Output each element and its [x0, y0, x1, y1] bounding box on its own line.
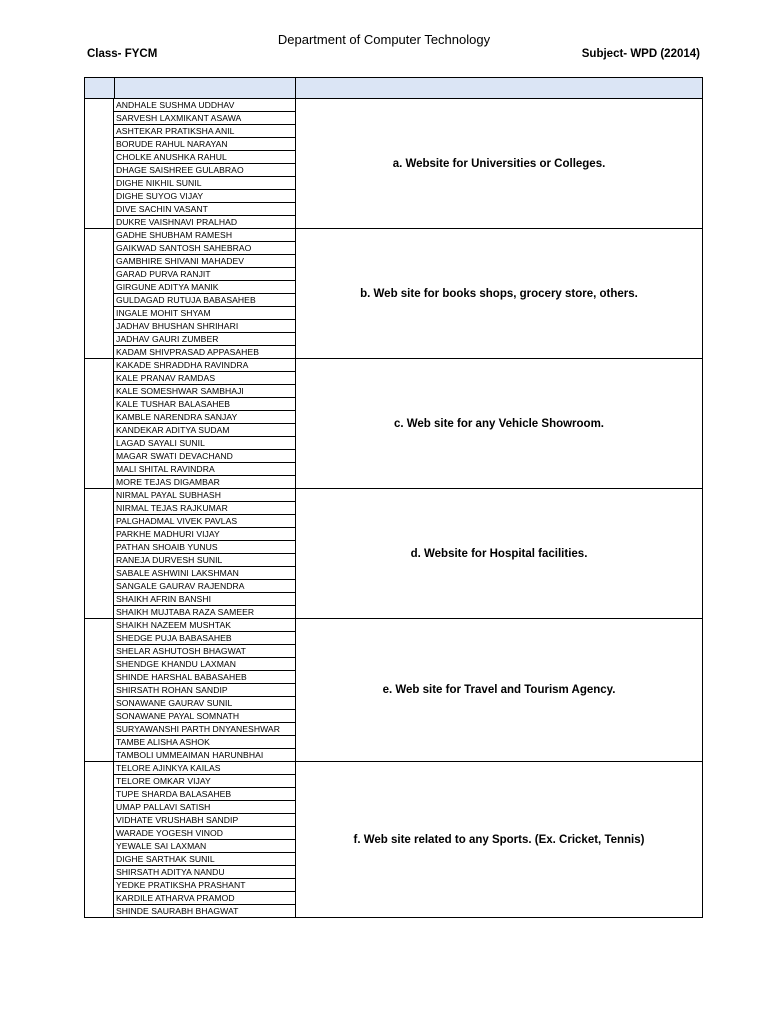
student-name: TELORE AJINKYA KAILAS — [114, 762, 296, 775]
student-name: JADHAV GAURI ZUMBER — [114, 333, 296, 346]
project-topic: b. Web site for books shops, grocery store, others. — [296, 229, 703, 359]
student-name: KALE SOMESHWAR SAMBHAJI — [114, 385, 296, 398]
student-name: NIRMAL TEJAS RAJKUMAR — [114, 502, 296, 515]
serial-cell — [84, 99, 114, 229]
student-name: JADHAV BHUSHAN SHRIHARI — [114, 320, 296, 333]
student-name: NIRMAL PAYAL SUBHASH — [114, 489, 296, 502]
project-topic: f. Web site related to any Sports. (Ex. Cricket, Tennis) — [296, 762, 703, 918]
student-name: MORE TEJAS DIGAMBAR — [114, 476, 296, 489]
student-name: KADAM SHIVPRASAD APPASAHEB — [114, 346, 296, 359]
student-name: DIGHE NIKHIL SUNIL — [114, 177, 296, 190]
student-name: PATHAN SHOAIB YUNUS — [114, 541, 296, 554]
project-topic: a. Website for Universities or Colleges. — [296, 99, 703, 229]
table-header-cell — [84, 77, 115, 99]
project-topic: c. Web site for any Vehicle Showroom. — [296, 359, 703, 489]
student-name: VIDHATE VRUSHABH SANDIP — [114, 814, 296, 827]
student-name: KAKADE SHRADDHA RAVINDRA — [114, 359, 296, 372]
student-name: KAMBLE NARENDRA SANJAY — [114, 411, 296, 424]
student-name: SHEDGE PUJA BABASAHEB — [114, 632, 296, 645]
student-name: SONAWANE PAYAL SOMNATH — [114, 710, 296, 723]
table-header-cell — [114, 77, 297, 99]
student-name: BORUDE RAHUL NARAYAN — [114, 138, 296, 151]
student-name: TUPE SHARDA BALASAHEB — [114, 788, 296, 801]
student-name: SURYAWANSHI PARTH DNYANESHWAR — [114, 723, 296, 736]
class-label: Class- FYCM — [87, 48, 158, 60]
student-name: GULDAGAD RUTUJA BABASAHEB — [114, 294, 296, 307]
student-name: KANDEKAR ADITYA SUDAM — [114, 424, 296, 437]
student-name: GAMBHIRE SHIVANI MAHADEV — [114, 255, 296, 268]
student-name: GADHE SHUBHAM RAMESH — [114, 229, 296, 242]
student-name: MALI SHITAL RAVINDRA — [114, 463, 296, 476]
allocation-table — [84, 77, 703, 921]
student-name: INGALE MOHIT SHYAM — [114, 307, 296, 320]
student-name: GAIKWAD SANTOSH SAHEBRAO — [114, 242, 296, 255]
student-name: SHAIKH NAZEEM MUSHTAK — [114, 619, 296, 632]
student-name: DIVE SACHIN VASANT — [114, 203, 296, 216]
student-name: SHINDE HARSHAL BABASAHEB — [114, 671, 296, 684]
student-name: SANGALE GAURAV RAJENDRA — [114, 580, 296, 593]
serial-cell — [84, 229, 114, 359]
student-name: YEDKE PRATIKSHA PRASHANT — [114, 879, 296, 892]
student-name: SHINDE SAURABH BHAGWAT — [114, 905, 296, 918]
serial-cell — [84, 359, 114, 489]
student-name: SHELAR ASHUTOSH BHAGWAT — [114, 645, 296, 658]
student-name: ANDHALE SUSHMA UDDHAV — [114, 99, 296, 112]
student-name: MAGAR SWATI DEVACHAND — [114, 450, 296, 463]
student-name: SARVESH LAXMIKANT ASAWA — [114, 112, 296, 125]
student-name: SABALE ASHWINI LAKSHMAN — [114, 567, 296, 580]
student-name: KALE PRANAV RAMDAS — [114, 372, 296, 385]
student-name: DUKRE VAISHNAVI PRALHAD — [114, 216, 296, 229]
student-name: YEWALE SAI LAXMAN — [114, 840, 296, 853]
student-name: TELORE OMKAR VIJAY — [114, 775, 296, 788]
student-name: PALGHADMAL VIVEK PAVLAS — [114, 515, 296, 528]
project-topic: e. Web site for Travel and Tourism Agency. — [296, 619, 703, 762]
student-name: SHAIKH MUJTABA RAZA SAMEER — [114, 606, 296, 619]
student-name: SHENDGE KHANDU LAXMAN — [114, 658, 296, 671]
student-name: TAMBE ALISHA ASHOK — [114, 736, 296, 749]
page-title: Department of Computer Technology — [277, 32, 491, 47]
table-header-cell — [295, 77, 703, 99]
student-name: DIGHE SARTHAK SUNIL — [114, 853, 296, 866]
student-name: ASHTEKAR PRATIKSHA ANIL — [114, 125, 296, 138]
student-name: DIGHE SUYOG VIJAY — [114, 190, 296, 203]
student-name: TAMBOLI UMMEAIMAN HARUNBHAI — [114, 749, 296, 762]
student-name: SHAIKH AFRIN BANSHI — [114, 593, 296, 606]
student-name: SONAWANE GAURAV SUNIL — [114, 697, 296, 710]
student-name: GARAD PURVA RANJIT — [114, 268, 296, 281]
serial-cell — [84, 762, 114, 918]
subject-label: Subject- WPD (22014) — [581, 48, 700, 60]
student-name: PARKHE MADHURI VIJAY — [114, 528, 296, 541]
student-name: WARADE YOGESH VINOD — [114, 827, 296, 840]
student-name: KALE TUSHAR BALASAHEB — [114, 398, 296, 411]
student-name: LAGAD SAYALI SUNIL — [114, 437, 296, 450]
serial-cell — [84, 489, 114, 619]
student-name: UMAP PALLAVI SATISH — [114, 801, 296, 814]
student-name: GIRGUNE ADITYA MANIK — [114, 281, 296, 294]
serial-cell — [84, 619, 114, 762]
project-topic: d. Website for Hospital facilities. — [296, 489, 703, 619]
student-name: RANEJA DURVESH SUNIL — [114, 554, 296, 567]
student-name: SHIRSATH ROHAN SANDIP — [114, 684, 296, 697]
student-name: KARDILE ATHARVA PRAMOD — [114, 892, 296, 905]
student-name: DHAGE SAISHREE GULABRAO — [114, 164, 296, 177]
student-name: CHOLKE ANUSHKA RAHUL — [114, 151, 296, 164]
student-name: SHIRSATH ADITYA NANDU — [114, 866, 296, 879]
